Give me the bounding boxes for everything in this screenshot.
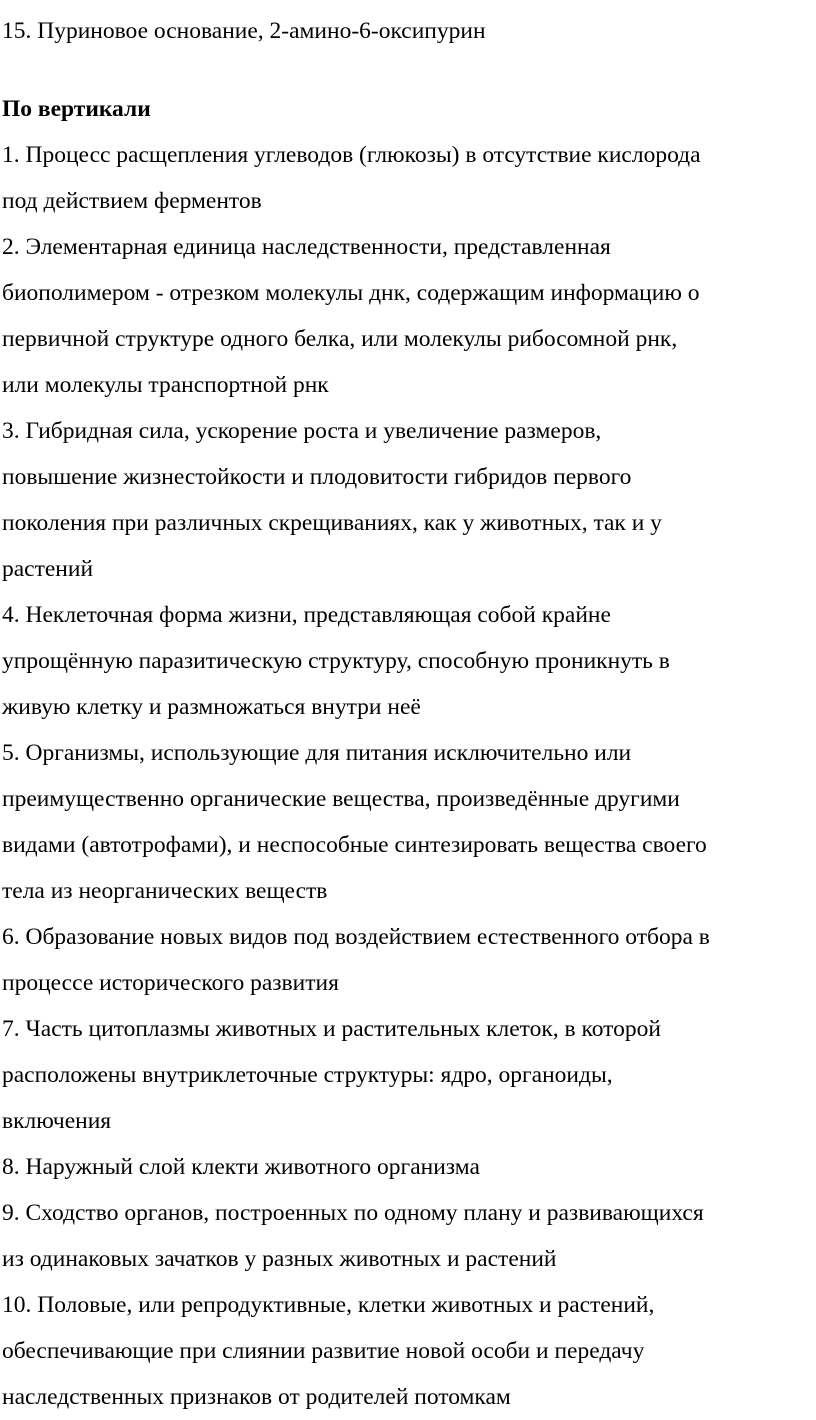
document-page [2, 8, 814, 1420]
clue-line: тела из неорганических веществ [2, 878, 328, 904]
clue-line: поколения при различных скрещиваниях, как у животных, так и у [2, 510, 662, 536]
section-spacer [2, 54, 814, 86]
clue-line: 2. Элементарная единица наследственности, представленная [2, 234, 611, 260]
clue-line: обеспечивающие при слиянии развитие новой особи и передачу [2, 1338, 645, 1364]
clue-line: 8. Наружный слой клекти животного организма [2, 1154, 480, 1180]
clue-line: 9. Сходство органов, построенных по одному плану и развивающихся [2, 1200, 704, 1226]
clue-line: 6. Образование новых видов под воздействием естественного отбора в [2, 924, 710, 950]
clue-line: 4. Неклеточная форма жизни, представляющая собой крайне [2, 602, 611, 628]
clue-1 [2, 132, 814, 224]
clue-7 [2, 1006, 814, 1144]
clue-line: из одинаковых зачатков у разных животных и растений [2, 1246, 557, 1272]
clue-6 [2, 914, 814, 1006]
clue-line: под действием ферментов [2, 188, 262, 214]
clue-line: растений [2, 556, 94, 582]
clue-line: биополимером - отрезком молекулы днк, содержащим информацию о [2, 280, 700, 306]
clue-line: повышение жизнестойкости и плодовитости гибридов первого [2, 464, 632, 490]
clue-3 [2, 408, 814, 592]
clue-8 [2, 1144, 814, 1190]
clue-line: 10. Половые, или репродуктивные, клетки животных и растений, [2, 1292, 655, 1318]
clue-9 [2, 1190, 814, 1282]
clue-line: живую клетку и размножаться внутри неё [2, 694, 421, 720]
clue-line: видами (автотрофами), и неспособные синтезировать вещества своего [2, 832, 707, 858]
clue-4 [2, 592, 814, 730]
clue-10 [2, 1282, 814, 1420]
clue-line: включения [2, 1108, 112, 1134]
clue-line: наследственных признаков от родителей потомкам [2, 1384, 511, 1410]
clue-line: процессе исторического развития [2, 970, 339, 996]
clue-2 [2, 224, 814, 408]
clue-line: 3. Гибридная сила, ускорение роста и увеличение размеров, [2, 418, 602, 444]
section-heading-vertical: По вертикали [2, 96, 151, 122]
clue-line: или молекулы транспортной рнк [2, 372, 329, 398]
clue-5 [2, 730, 814, 914]
clue-line: 7. Часть цитоплазмы животных и растительных клеток, в которой [2, 1016, 661, 1042]
clue-line: преимущественно органические вещества, произведённые другими [2, 786, 680, 812]
clue-line: упрощённую паразитическую структуру, способную проникнуть в [2, 648, 670, 674]
clue-line: 1. Процесс расщепления углеводов (глюкозы) в отсутствие кислорода [2, 142, 701, 168]
clue-line: 5. Организмы, использующие для питания исключительно или [2, 740, 632, 766]
clue-line: расположены внутриклеточные структуры: ядро, органоиды, [2, 1062, 613, 1088]
clue-line: первичной структуре одного белка, или молекулы рибосомной рнк, [2, 326, 678, 352]
clue-15-line: 15. Пуриновое основание, 2-амино-6-оксипурин [2, 18, 486, 44]
